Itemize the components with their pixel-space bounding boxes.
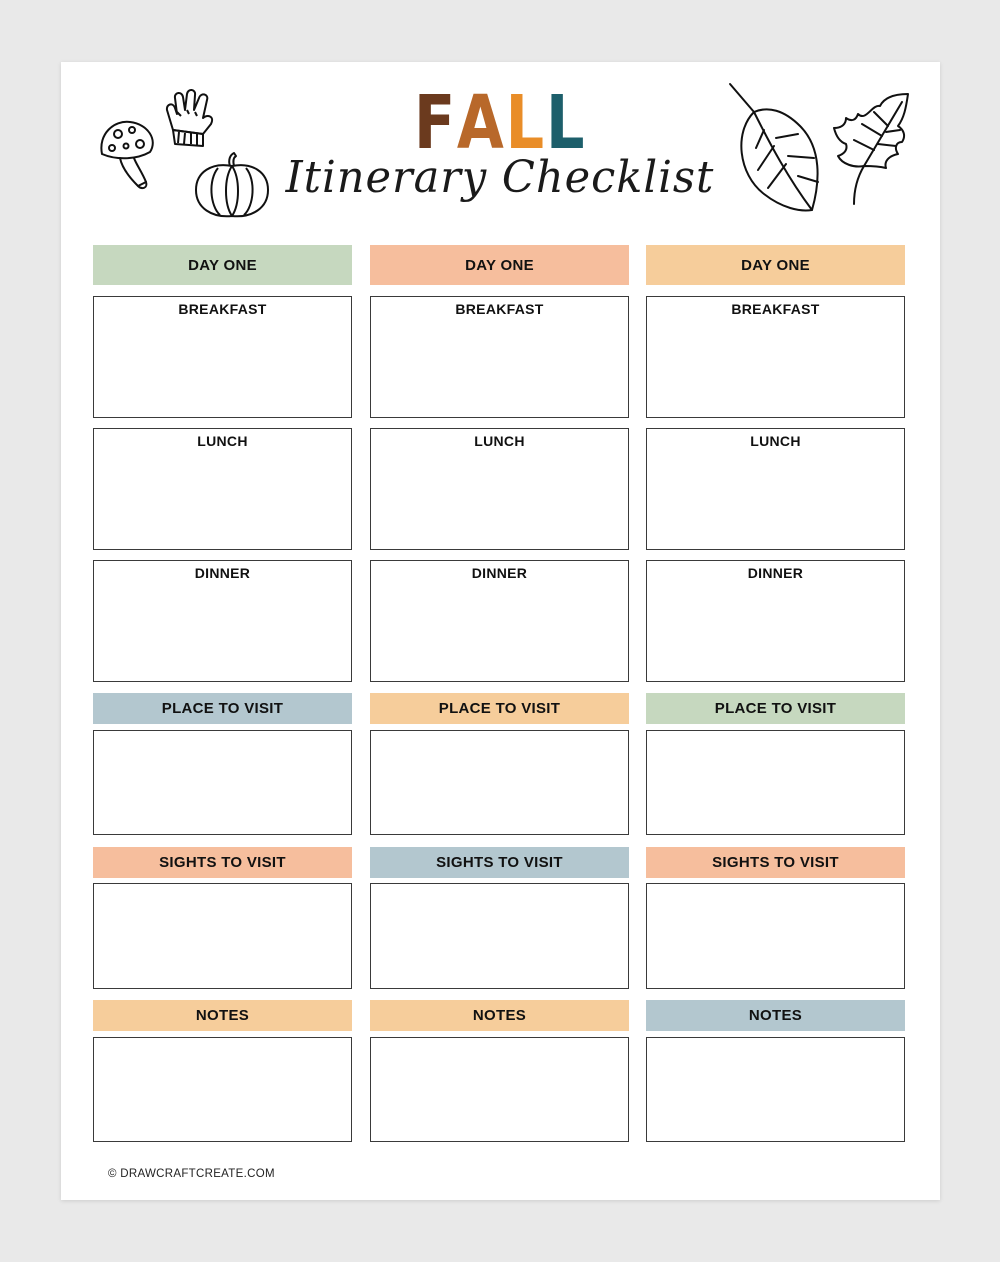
title-letter: F <box>413 80 457 166</box>
sights-header: SIGHTS TO VISIT <box>370 847 629 878</box>
box-label: DINNER <box>194 565 251 581</box>
place-box[interactable] <box>370 730 629 835</box>
box-label: DINNER <box>471 565 528 581</box>
breakfast-box[interactable] <box>646 296 905 418</box>
mushroom-icon <box>96 116 162 194</box>
sights-header: SIGHTS TO VISIT <box>93 847 352 878</box>
title-letter: A <box>456 80 506 166</box>
day-header: DAY ONE <box>93 245 352 285</box>
place-header: PLACE TO VISIT <box>646 693 905 724</box>
box-label: BREAKFAST <box>455 301 544 317</box>
lunch-box[interactable] <box>370 428 629 550</box>
copyright-footer: © DRAWCRAFTCREATE.COM <box>108 1168 275 1180</box>
sights-box[interactable] <box>646 883 905 989</box>
box-label: LUNCH <box>197 433 248 449</box>
place-box[interactable] <box>93 730 352 835</box>
day-header: DAY ONE <box>646 245 905 285</box>
title-letter: L <box>505 80 546 166</box>
notes-header: NOTES <box>93 1000 352 1031</box>
box-label: BREAKFAST <box>178 301 267 317</box>
sights-header: SIGHTS TO VISIT <box>646 847 905 878</box>
box-label: LUNCH <box>750 433 801 449</box>
maple-leaf-icon <box>832 92 912 208</box>
glove-icon <box>163 88 219 152</box>
place-header: PLACE TO VISIT <box>93 693 352 724</box>
title-letter: L <box>545 80 587 166</box>
notes-header: NOTES <box>646 1000 905 1031</box>
day-header: DAY ONE <box>370 245 629 285</box>
box-label: BREAKFAST <box>731 301 820 317</box>
breakfast-box[interactable] <box>93 296 352 418</box>
pumpkin-icon <box>194 152 270 220</box>
leaf-icon <box>728 82 822 212</box>
notes-header: NOTES <box>370 1000 629 1031</box>
breakfast-box[interactable] <box>370 296 629 418</box>
box-label: DINNER <box>747 565 804 581</box>
title-subtitle: Itinerary Checklist <box>285 152 715 203</box>
place-box[interactable] <box>646 730 905 835</box>
notes-box[interactable] <box>370 1037 629 1142</box>
place-header: PLACE TO VISIT <box>370 693 629 724</box>
lunch-box[interactable] <box>93 428 352 550</box>
sights-box[interactable] <box>370 883 629 989</box>
notes-box[interactable] <box>93 1037 352 1142</box>
notes-box[interactable] <box>646 1037 905 1142</box>
box-label: LUNCH <box>474 433 525 449</box>
lunch-box[interactable] <box>646 428 905 550</box>
dinner-box[interactable] <box>646 560 905 682</box>
sights-box[interactable] <box>93 883 352 989</box>
dinner-box[interactable] <box>370 560 629 682</box>
dinner-box[interactable] <box>93 560 352 682</box>
